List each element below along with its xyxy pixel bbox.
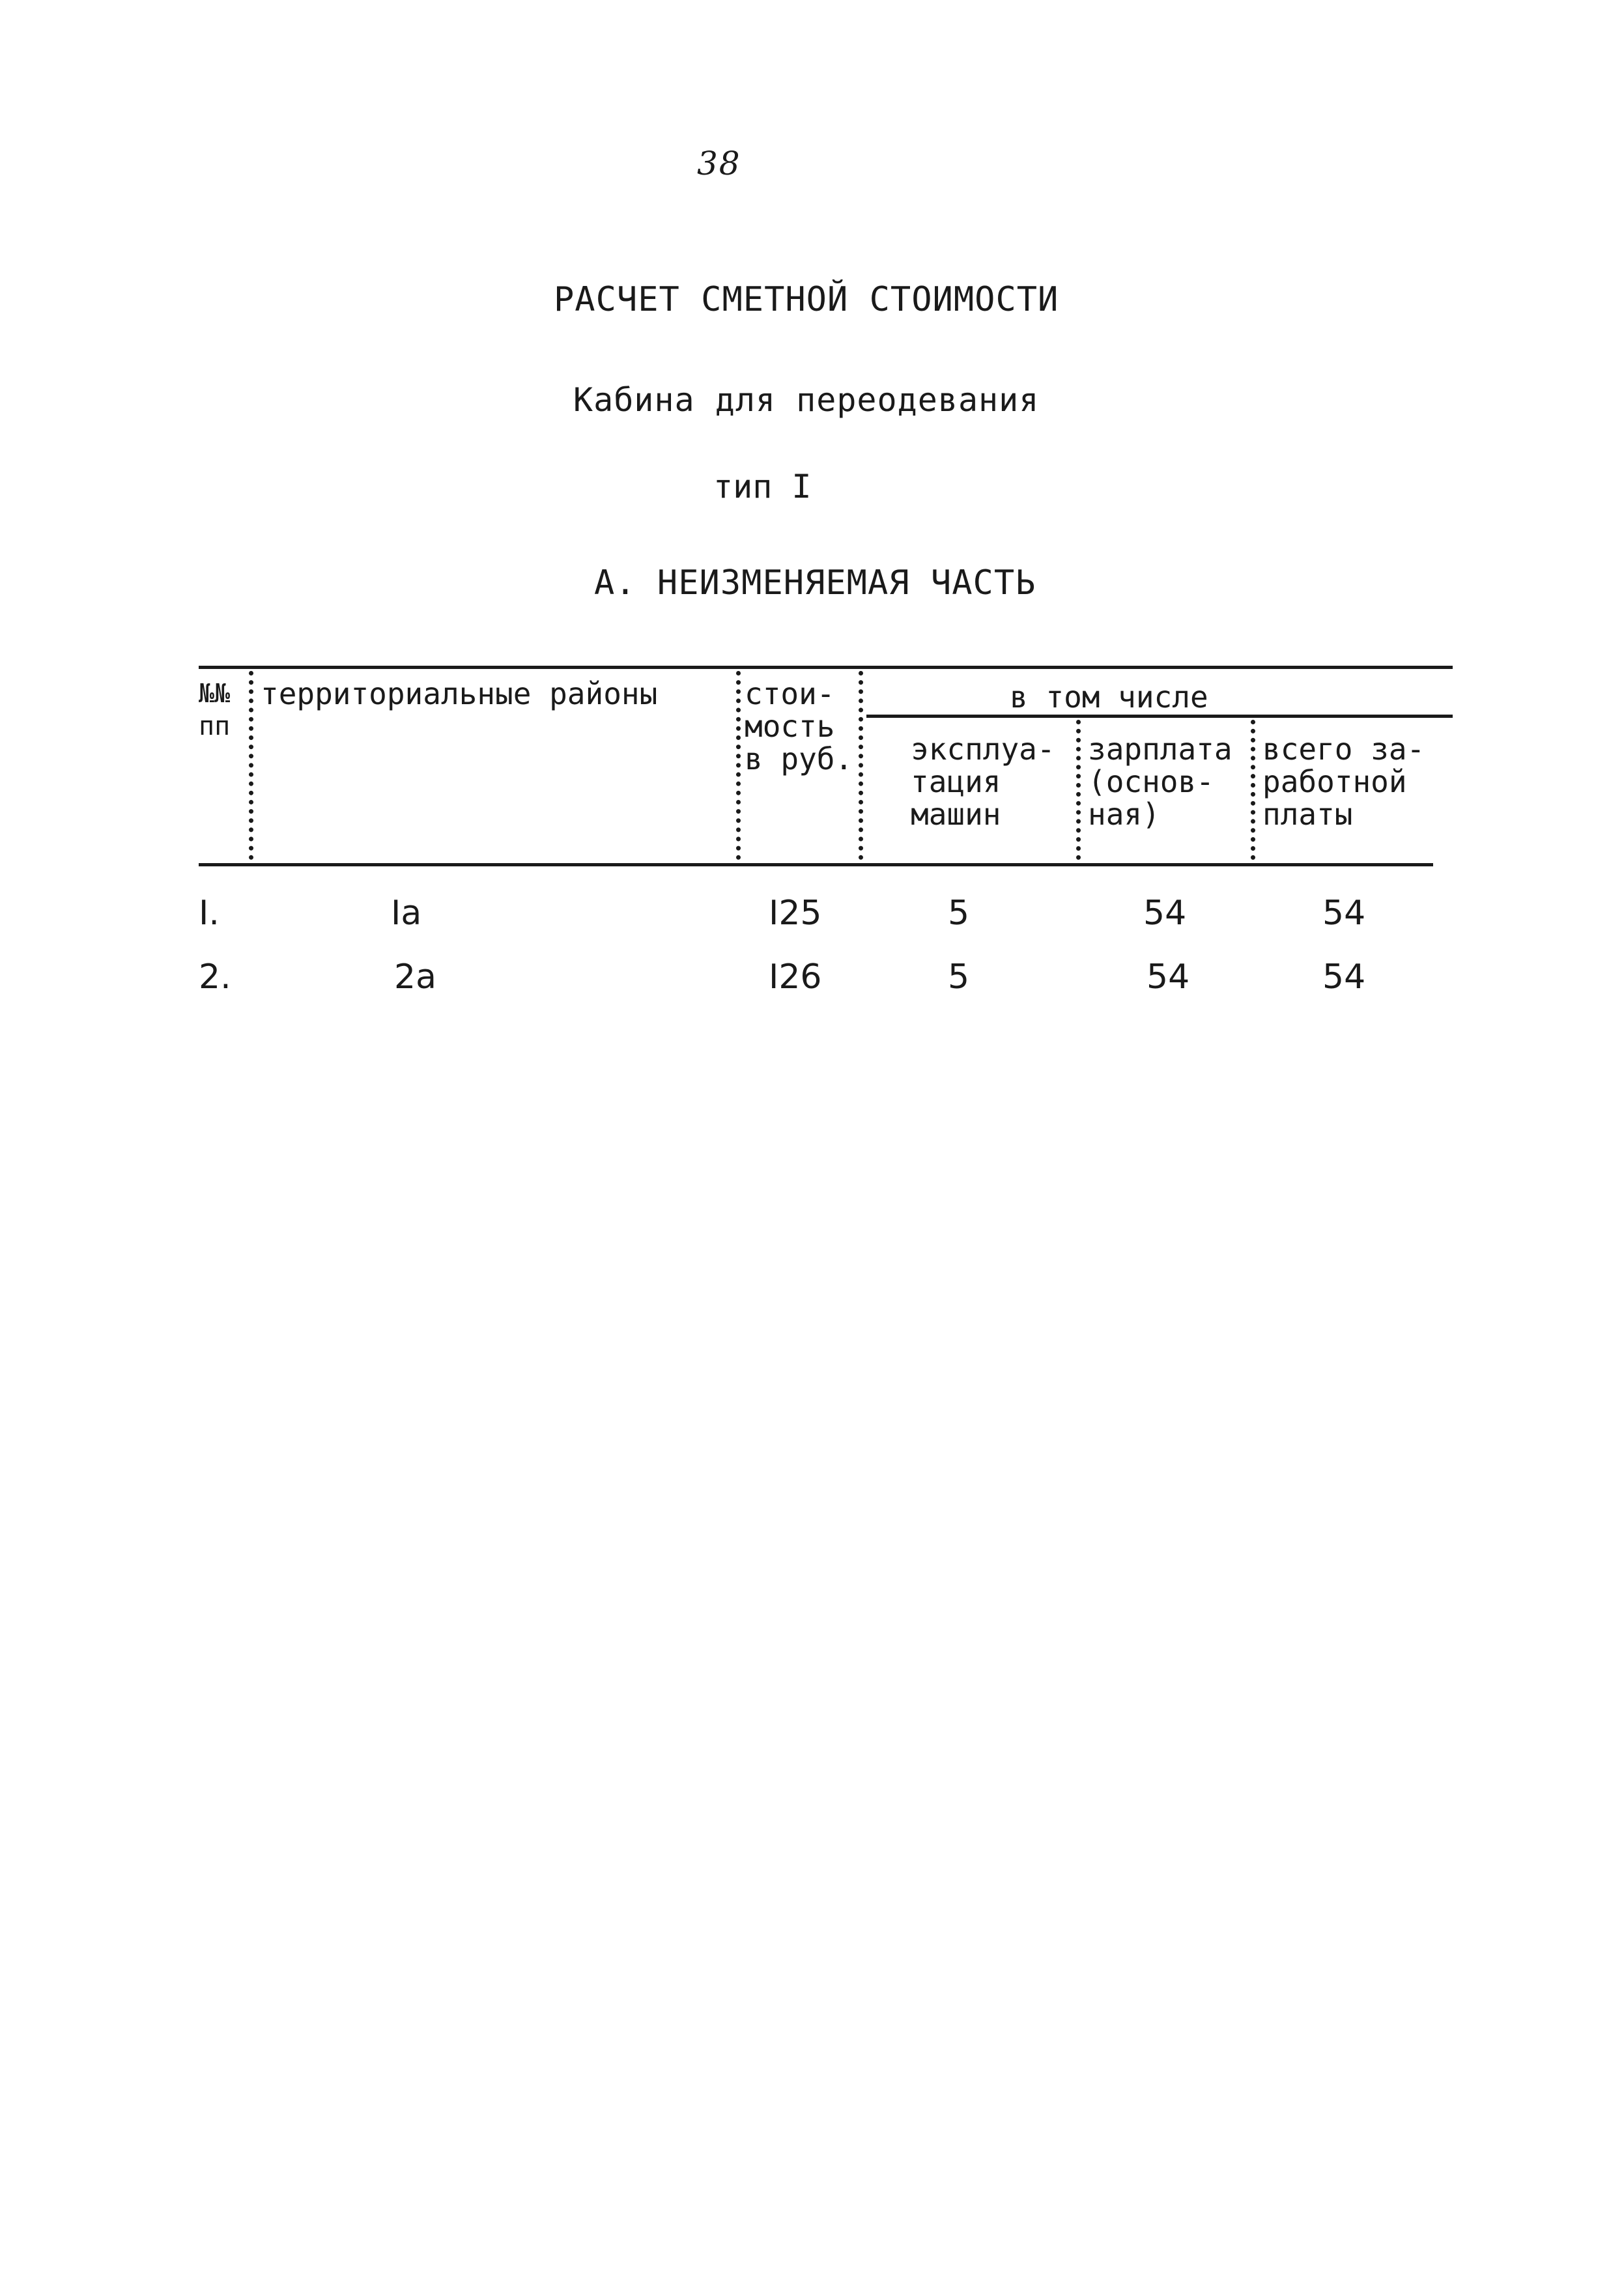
page-number: 38 <box>697 145 741 182</box>
header-num: №№ пп <box>199 679 231 741</box>
document-title: РАСЧЕТ СМЕТНОЙ СТОИМОСТИ <box>554 280 1059 319</box>
cell-cost: I26 <box>769 958 822 997</box>
column-separator <box>736 671 741 860</box>
column-separator <box>859 671 863 860</box>
table-group-rule <box>866 715 1453 718</box>
cell-machines: 5 <box>948 894 970 933</box>
cell-total-salary: 54 <box>1322 958 1366 997</box>
cell-salary: 54 <box>1143 894 1187 933</box>
cell-total-salary: 54 <box>1322 894 1366 933</box>
cell-machines: 5 <box>948 958 970 997</box>
header-cost: стои- мость в руб. <box>745 676 853 776</box>
column-separator <box>249 671 253 860</box>
table-header-bottom-rule <box>199 863 1433 866</box>
section-title: А. НЕИЗМЕНЯЕМАЯ ЧАСТЬ <box>594 563 1036 603</box>
table-top-rule <box>199 666 1453 669</box>
cell-salary: 54 <box>1147 958 1190 997</box>
cell-region: Iа <box>391 894 422 933</box>
header-salary: зарплата (основ- ная) <box>1088 732 1232 832</box>
column-separator <box>1076 720 1081 860</box>
cell-num: I. <box>199 894 220 933</box>
header-group: в том числе <box>1010 679 1208 715</box>
header-machines: эксплуа- тация машин <box>911 732 1055 832</box>
document-subtitle: Кабина для переодевания <box>573 381 1040 419</box>
header-total-salary: всего за- работной платы <box>1262 732 1425 832</box>
cell-region: 2а <box>394 958 436 997</box>
header-region: территориальные районы <box>261 676 658 711</box>
cell-num: 2. <box>199 958 231 997</box>
type-label: тип I <box>713 468 812 505</box>
column-separator <box>1251 720 1255 860</box>
cell-cost: I25 <box>769 894 822 933</box>
